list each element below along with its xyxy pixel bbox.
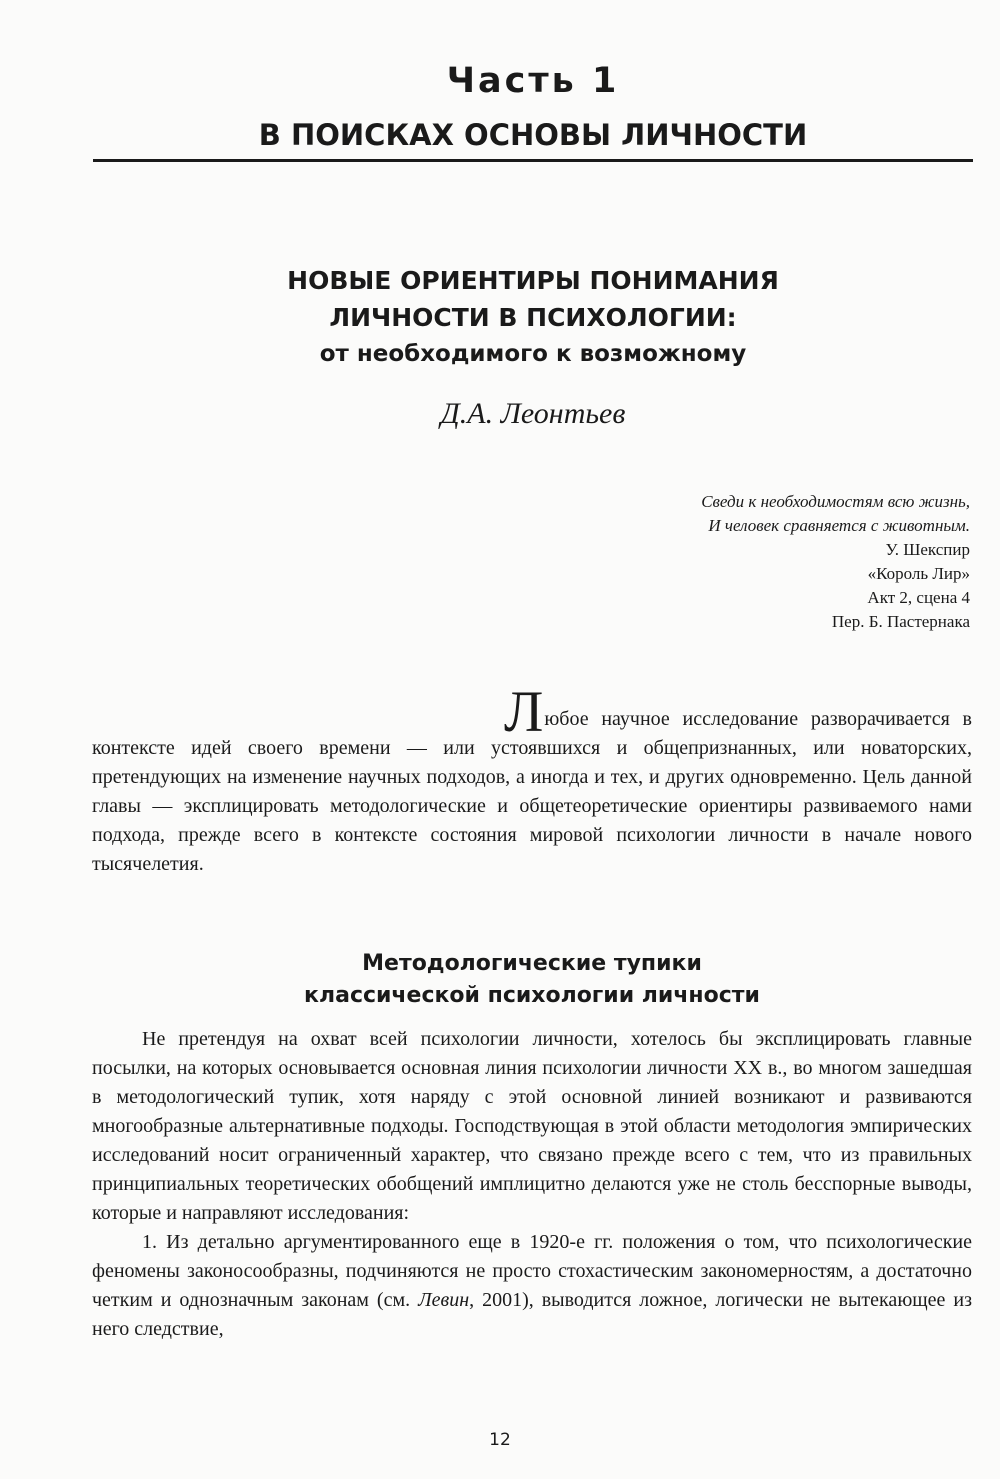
chapter-author: Д.А. Леонтьев (440, 397, 626, 430)
epigraph-line2: И человек сравняется с животным. (708, 516, 970, 535)
intro-text: юбое научное исследование разворачивается в контексте идей своего времени — или устоявшихся и общепризнанных, или новаторских, претендующих на изменение научных подходов, а иногда и тех, и других одновременно. Цель данной главы — эксплицировать методологические и общетеоретические ориентиры развиваемого нами подхода, прежде всего в контексте состояния мировой психологии личности в начале нового тысячелетия. (92, 708, 972, 875)
epigraph (701, 490, 970, 634)
epigraph-line1: Сведи к необходимостям всю жизнь, (701, 492, 970, 511)
part-title: В ПОИСКАХ ОСНОВЫ ЛИЧНОСТИ (258, 118, 808, 152)
header-rule (93, 159, 973, 162)
body-paragraph-2 (92, 1228, 972, 1344)
epigraph-work: «Король Лир» (867, 564, 970, 583)
page-number: 12 (489, 1430, 511, 1450)
part-header (93, 58, 973, 158)
section-title-line2: классической психологии личности (304, 983, 760, 1008)
intro-paragraph (92, 679, 972, 879)
epigraph-act: Акт 2, сцена 4 (867, 588, 970, 607)
epigraph-author: У. Шекспир (885, 540, 970, 559)
citation-author: Левин (418, 1289, 470, 1311)
part-number: Часть 1 (446, 61, 620, 101)
chapter-subtitle: от необходимого к возможному (319, 341, 747, 367)
para2-end: , 2001), выводится ложное, логически не вытекающее из него следствие, (92, 1289, 972, 1340)
body-paragraph-1: Не претендуя на охват всей психологии личности, хотелось бы эксплицировать главные посылки, на которых основывается основная линия психологии личности XX в., во многом зашедшая в методологический тупик, хотя наряду с этой основной линией возникают и развиваются многообразные альтернативные подходы. Господствующая в этой области методология эмпирических исследований носит ограниченный характер, что связано прежде всего с тем, что из правильных принципиальных теоретических обобщений имплицитно делаются уже не столь бесспорные выводы, которые и направляют исследования: (92, 1028, 972, 1224)
body-text (92, 1025, 972, 1344)
section-title (92, 948, 972, 1012)
para2-start: 1. Из детально аргументированного еще в 1920-е гг. положения о том, что психологические феномены законосообразны, подчиняются не просто стохастическим закономерностям, а достаточно четким и однозначным законам (см. (92, 1231, 972, 1311)
chapter-title-line2: ЛИЧНОСТИ В ПСИХОЛОГИИ: (329, 303, 737, 332)
section-title-line1: Методологические тупики (362, 951, 702, 976)
epigraph-translator: Пер. Б. Пастернака (831, 612, 970, 631)
drop-cap: Л (504, 679, 544, 744)
chapter-title-line1: НОВЫЕ ОРИЕНТИРЫ ПОНИМАНИЯ (287, 266, 779, 295)
chapter-title (93, 262, 973, 373)
